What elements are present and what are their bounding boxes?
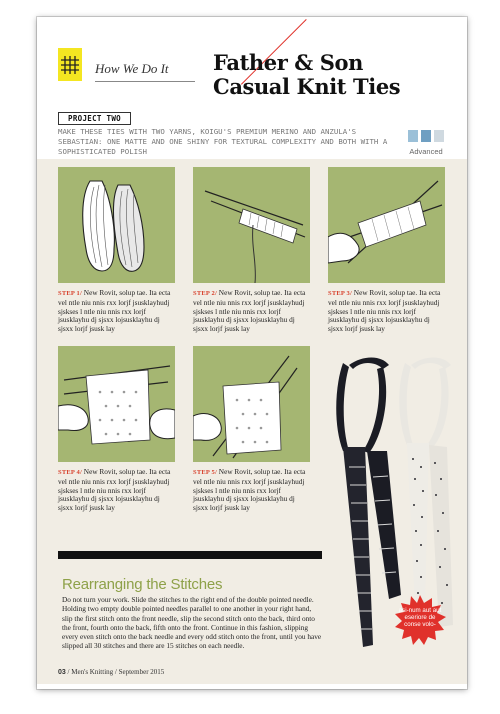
title-line-1: Father & Son — [213, 50, 363, 75]
step-1-lead: New Rovit, solup tae. — [81, 288, 148, 297]
step-4-body: Ita ecta vel ntle niu nnis rxx lorjf jsusklayhudj sjskses l ntle niu nnis rxx lorjf jsusklayhu dj sjsxx lojsusklayhu dj sjsxx lorjf jsusk lay — [58, 467, 171, 513]
starburst-badge-text: asi-num aut aut eseriore de conse volo- — [398, 607, 442, 629]
step-1-text — [58, 289, 176, 334]
divider — [95, 81, 195, 82]
title-line-2: Casual Knit Ties — [213, 74, 401, 99]
grid-logo-icon — [61, 56, 79, 74]
step-4-lead: New Rovit, solup tae. — [81, 467, 148, 476]
step-2-lead: New Rovit, solup tae. — [216, 288, 283, 297]
step-1-illustration — [58, 167, 175, 283]
step-3-body: Ita ecta vel ntle niu nnis rxx lorjf jsusklayhudj sjskses l ntle niu nnis rxx lorjf jsusklayhu dj sjsxx lojsusklayhu dj sjsxx lorjf jsusk lay — [328, 288, 441, 334]
project-tag: PROJECT TWO — [58, 112, 131, 125]
section-divider-bar — [58, 551, 322, 559]
step-3-text — [328, 289, 446, 334]
rearranging-body: Do not turn your work. Slide the stitches to the right end of the double pointed needle. Holding two empty double pointed needles parallel to one another in your right hand, slip the first stitch onto the front needle, slip the second stitch onto the back, third onto the front, fourth onto the back, fifth onto the front. Continue in this fashion, slipping every even stitch onto the back needle and every odd stitch onto the front, until you have slipped all 30 stitches and there are 15 stitches on each needle. — [62, 595, 322, 651]
step-3-lead: New Rovit, solup tae. — [351, 288, 418, 297]
page-number: 03 — [58, 669, 66, 676]
step-3-label: STEP 3/ — [328, 290, 352, 297]
skill-level-icon — [407, 129, 445, 143]
section-kicker: How We Do It — [95, 61, 169, 76]
skill-level-label: Advanced — [409, 147, 443, 156]
step-2-text — [193, 289, 311, 334]
step-5-label: STEP 5/ — [193, 469, 217, 476]
step-2-body: Ita ecta vel ntle niu nnis rxx lorjf jsusklayhudj sjskses l ntle niu nnis rxx lorjf jsusklayhu dj sjsxx lojsusklayhu dj sjsxx lorjf jsusk lay — [193, 288, 306, 334]
page-footer — [58, 668, 164, 676]
intro-text: MAKE THESE TIES WITH TWO YARNS, KOIGU'S PREMIUM MERINO AND ANZULA'S SEBASTIAN: ONE MATTE AND ONE SHINY FOR TEXTURAL COMPLEXITY AND BOTH WITH A SOPHISTICATED POLISH — [58, 127, 388, 156]
step-5-lead: New Rovit, solup tae. — [216, 467, 283, 476]
step-1-label: STEP 1/ — [58, 290, 82, 297]
step-4-illustration — [58, 346, 175, 462]
section-logo — [58, 48, 82, 81]
page-title — [213, 51, 443, 99]
step-1-body: Ita ecta vel ntle niu nnis rxx lorjf jsusklayhudj sjskses l ntle niu nnis rxx lorjf jsusklayhu dj sjsxx lojsusklayhu dj sjsxx lorjf jsusk lay — [58, 288, 171, 334]
step-3-illustration — [328, 167, 445, 283]
rearranging-title: Rearranging the Stitches — [62, 576, 223, 593]
step-2-illustration — [193, 167, 310, 283]
step-2-label: STEP 2/ — [193, 290, 217, 297]
step-4-text — [58, 468, 176, 513]
magazine-page — [37, 17, 467, 689]
step-4-label: STEP 4/ — [58, 469, 82, 476]
step-5-body: Ita ecta vel ntle niu nnis rxx lorjf jsusklayhudj sjskses l ntle niu nnis rxx lorjf jsusklayhu dj sjsxx lojsusklayhu dj sjsxx lorjf jsusk lay — [193, 467, 306, 513]
step-5-text — [193, 468, 311, 513]
step-5-illustration — [193, 346, 310, 462]
publication-info: / Men's Knitting / September 2015 — [65, 668, 165, 676]
